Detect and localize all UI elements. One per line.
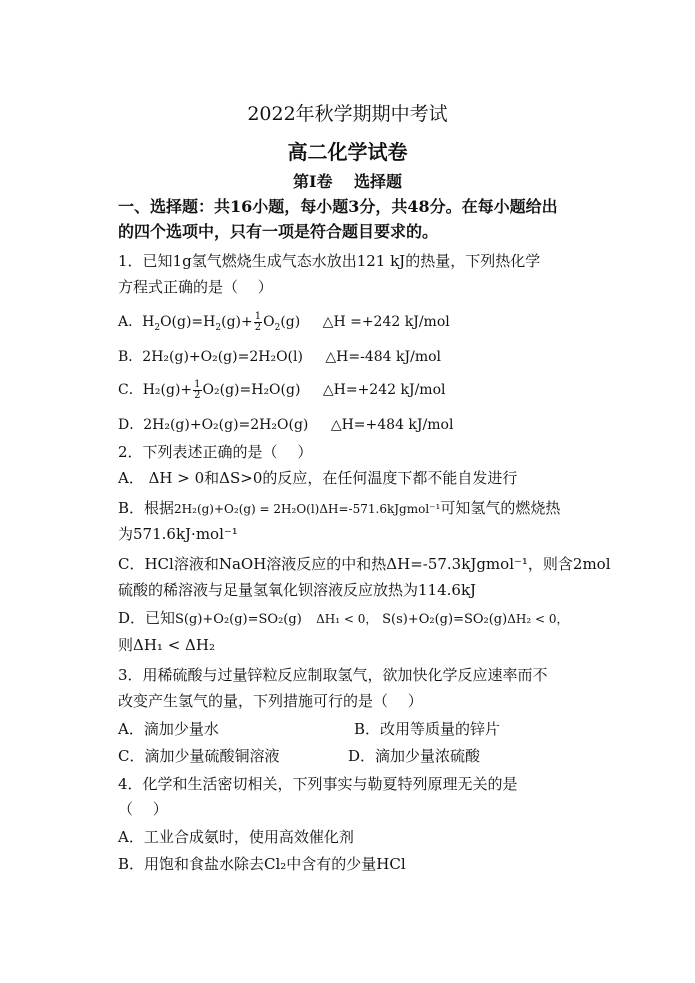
q1-option-c — [118, 379, 445, 401]
section-instructions-line1: 一、选择题：共16小题，每小题3分，共48分。在每小题给出 — [118, 197, 558, 216]
q1-option-a: A．$H_2O(g)=H_2(g)+$ $\frac{1}{2}$ $O_2(g)$ △H =+242 kJ/mol — [118, 310, 450, 333]
q2-d-equation-2: S(s)+O₂(g)=SO₂(g) — [382, 612, 508, 627]
exam-subtitle: 高二化学试卷 — [287, 140, 408, 164]
q1-c-fraction: $\frac{1}{2}$ — [194, 378, 201, 401]
q2-option-b-line2: 为571.6kJ·mol⁻¹ — [118, 525, 238, 543]
q2-b-enthalpy: ΔH=-571.6kJgmol⁻¹ — [319, 502, 441, 516]
section-instructions-line2: 的四个选项中，只有一项是符合题目要求的。 — [118, 222, 439, 241]
q3-option-b: B．改用等质量的锌片 — [354, 720, 501, 738]
q3-option-d: D．滴加少量浓硫酸 — [348, 747, 481, 765]
q2-d-equation-1: S(g)+O₂(g)=SO₂(g) — [175, 612, 302, 627]
q2-d-enthalpy-1: ΔH₁ < 0， — [316, 612, 378, 626]
q2-option-c-line2: 硫酸的稀溶液与足量氢氧化钡溶液反应放热为114.6kJ — [118, 581, 477, 599]
q1-a-text-3: (g)+ — [221, 314, 253, 330]
q1-a-text-2: O(g)=H — [160, 314, 216, 330]
q2-stem: 2．下列表述正确的是（ ） — [118, 443, 313, 461]
q2-option-b-line1 — [118, 497, 560, 520]
q1-option-d — [118, 414, 453, 436]
q1-d-equation: D．2H₂(g)+O₂(g)=2H₂O(g) — [118, 417, 309, 433]
q1-d-enthalpy: △H=+484 kJ/mol — [330, 417, 454, 433]
q2-b-equation: 2H₂(g)+O₂(g) = 2H₂O(l) — [174, 502, 320, 516]
q1-stem-line1: 1．已知1g氢气燃烧生成气态水放出121 kJ的热量，下列热化学 — [118, 252, 541, 270]
q1-a-text-4: O — [263, 314, 275, 330]
q1-option-b — [118, 346, 441, 368]
q2-b-tail: 可知氢气的燃烧热 — [440, 499, 561, 517]
q4-stem-line1: 4．化学和生活密切相关，下列事实与勒夏特列原理无关的是 — [118, 775, 518, 793]
q1-c-text-1: C．H₂(g)+ — [118, 382, 193, 398]
q2-option-c-line1: C．HCl溶液和NaOH溶液反应的中和热ΔH=-57.3kJgmol⁻¹，则含2mol — [118, 555, 611, 573]
q4-stem-line2: （ ） — [118, 800, 168, 818]
q1-c-enthalpy: △H=+242 kJ/mol — [322, 382, 446, 398]
q1-a-fraction: $\frac{1}{2}$ — [254, 310, 262, 333]
q3-stem-line2: 改变产生氢气的量，下列措施可行的是（ ） — [118, 692, 423, 710]
q1-a-text-5: (g) — [280, 314, 301, 330]
q2-d-enthalpy-2: ΔH₂ < 0， — [507, 612, 569, 626]
q1-b-equation: B．2H₂(g)+O₂(g)=2H₂O(l) — [118, 349, 303, 365]
q3-stem-line1: 3．用稀硫酸与过量锌粒反应制取氢气，欲加快化学反应速率而不 — [118, 666, 548, 684]
q2-option-a: A． ΔH > 0和ΔS>0的反应，在任何温度下都不能自发进行 — [118, 469, 518, 487]
q3-option-a: A．滴加少量水 — [118, 720, 219, 738]
q1-stem-line2: 方程式正确的是（ ） — [118, 278, 273, 296]
q2-d-prefix: D．已知 — [118, 609, 176, 627]
q2-b-prefix: B．根据 — [118, 499, 175, 517]
q1-a-enthalpy: △H =+242 kJ/mol — [322, 314, 450, 330]
part-heading: 第Ⅰ卷 选择题 — [292, 172, 403, 191]
q4-option-a: A．工业合成氨时，使用高效催化剂 — [118, 828, 354, 846]
q2-option-d-line2: 则ΔH₁ < ΔH₂ — [118, 636, 215, 654]
q1-b-enthalpy: △H=-484 kJ/mol — [325, 349, 442, 365]
exam-title: 2022年秋学期期中考试 — [247, 103, 448, 125]
q2-option-d-line1 — [118, 607, 568, 631]
q3-option-c: C．滴加少量硫酸铜溶液 — [118, 747, 280, 765]
q1-c-text-2: O₂(g)=H₂O(g) — [202, 382, 301, 398]
q1-a-text-1: A．H — [118, 314, 155, 330]
q4-option-b: B．用饱和食盐水除去Cl₂中含有的少量HCl — [118, 855, 406, 873]
